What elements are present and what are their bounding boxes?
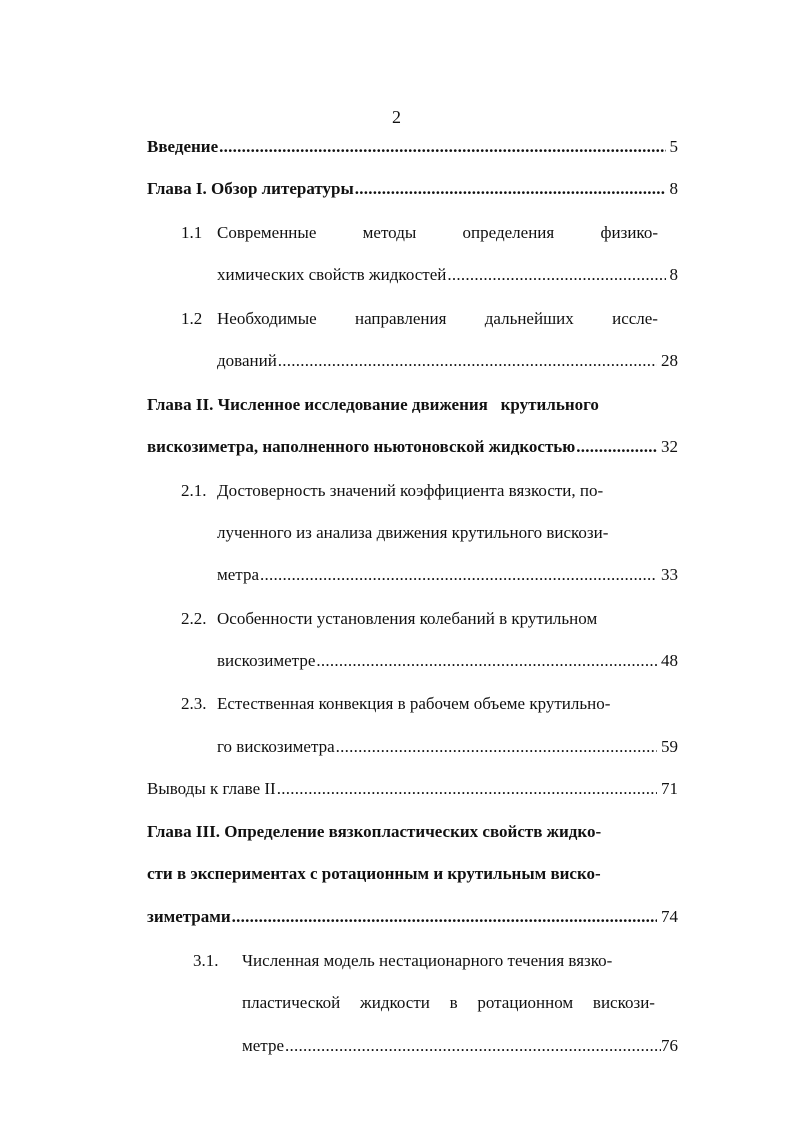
page-number: 2 [392,107,401,127]
toc-entry-chapter-3-line1[interactable]: Глава III. Определение вязкопластических свойств жидко- [147,822,602,841]
toc-entry-2-3-line2[interactable] [217,735,678,759]
word: направления [355,309,447,328]
toc-page: 48 [661,651,678,670]
toc-title: дований [217,351,277,370]
dot-leader [447,263,665,287]
toc-page: 8 [669,265,678,284]
toc-entry-1-1-line2[interactable] [217,263,678,287]
toc-title: вискозиметра, наполненного ньютоновской жидкостью [147,437,576,456]
toc-entry-2-1-line1[interactable]: Достоверность значений коэффициента вязкости, по- [217,481,604,500]
toc-entry-chapter-1[interactable] [147,177,678,201]
toc-section-number: 3.1. [193,951,219,970]
toc-title: го вискозиметра [217,737,335,756]
word: вискози- [592,993,655,1012]
word: методы [362,223,417,242]
toc-entry-2-3-line1[interactable]: Естественная конвекция в рабочем объеме крутильно- [217,694,611,713]
dot-leader [219,135,665,159]
toc-title: Выводы к главе II [147,779,276,798]
toc-entry-2-2-line1[interactable]: Особенности установления колебаний в крутильном [217,609,598,628]
toc-page: 74 [661,907,678,926]
word: Современные [217,223,317,242]
dot-leader [336,735,657,759]
word: Необходимые [217,309,317,328]
dot-leader [278,349,657,373]
toc-page: 32 [661,437,678,456]
dot-leader [576,435,657,459]
word: в [449,993,458,1012]
word: жидкости [360,993,430,1012]
dot-leader [355,177,666,201]
toc-title: Введение [147,137,219,156]
word: физико- [600,223,658,242]
toc-title: Глава I. Обзор литературы [147,179,354,198]
word: пластической [242,993,341,1012]
toc-entry-1-2-line2[interactable] [217,349,678,373]
toc-title: зиметрами [147,907,231,926]
toc-entry-chapter-2-line2[interactable] [147,435,678,459]
toc-entry-3-1-line1[interactable]: Численная модель нестационарного течения вязко- [242,951,613,970]
toc-entry-3-1-line3[interactable] [242,1034,678,1058]
toc-page: 28 [661,351,678,370]
toc-entry-chapter-3-line3[interactable] [147,905,678,929]
word: дальнейших [484,309,574,328]
toc-entry-3-1-line2[interactable] [242,991,655,1015]
toc-entry-2-2-line2[interactable] [217,649,678,673]
toc-page: 71 [661,779,678,798]
toc-page: 33 [661,565,678,584]
toc-entry-chapter-2-line1[interactable]: Глава II. Численное исследование движения крутильного [147,395,599,414]
toc-entry-conclusions-2[interactable] [147,777,678,801]
toc-section-number: 1.1 [181,223,203,242]
word: определения [462,223,555,242]
toc-section-number: 2.2. [181,609,207,628]
word: иссле- [612,309,658,328]
toc-page: 76 [661,1036,678,1055]
toc-title: метра [217,565,259,584]
toc-entry-1-2-line1[interactable] [217,307,658,331]
toc-page: 8 [669,179,678,198]
dot-leader [277,777,657,801]
toc-entry-2-1-line2[interactable]: лученного из анализа движения крутильного вискози- [217,523,609,542]
toc-title: метре [242,1036,284,1055]
toc-section-number: 1.2 [181,309,203,328]
toc-entry-1-1-line1[interactable] [217,221,658,245]
dot-leader [260,563,657,587]
toc-entry-intro[interactable] [147,135,678,159]
toc-section-number: 2.1. [181,481,207,500]
dot-leader [232,905,657,929]
toc-entry-chapter-3-line2[interactable]: сти в экспериментах с ротационным и крутильным виско- [147,864,601,883]
toc-page: 5 [669,137,678,156]
toc-title: химических свойств жидкостей [217,265,447,284]
word: ротационном [477,993,574,1012]
dot-leader [285,1034,661,1058]
toc-section-number: 2.3. [181,694,207,713]
toc-title: вискозиметре [217,651,316,670]
toc-entry-2-1-line3[interactable] [217,563,678,587]
dot-leader [316,649,657,673]
toc-page: 59 [661,737,678,756]
